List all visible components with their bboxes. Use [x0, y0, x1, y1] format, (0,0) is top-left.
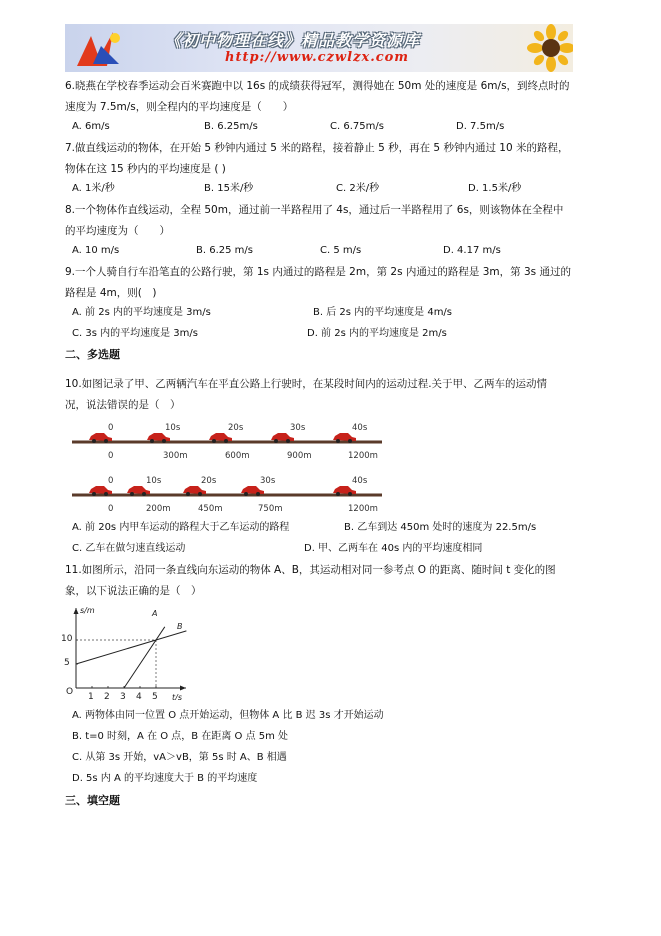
- car2-distance-2: 450m: [198, 504, 223, 514]
- question-6-line1: 6.晓燕在学校春季运动会百米赛跑中以 16s 的成绩获得冠军，测得她在 50m 处的速度是 6m/s，到终点时的: [65, 80, 570, 92]
- q7-option-a: A. 1米/秒: [72, 183, 115, 194]
- q9-option-c: C. 3s 内的平均速度是 3m/s: [72, 328, 198, 339]
- car1-time-0: 0: [108, 423, 114, 433]
- question-10: [65, 374, 605, 416]
- q9-option-d: D. 前 2s 内的平均速度是 2m/s: [307, 328, 447, 339]
- question-8-line2: 的平均速度为（ ）: [65, 225, 170, 237]
- section-fill-blank-heading: 三、填空题: [65, 794, 120, 807]
- q10-option-a: A. 前 20s 内甲车运动的路程大于乙车运动的路程: [72, 522, 290, 533]
- car1-time-3: 30s: [290, 423, 306, 433]
- sunflower-icon: [527, 24, 573, 72]
- question-9-line2: 路程是 4m，则( ): [65, 287, 157, 299]
- question-6: [65, 76, 605, 118]
- st-chart-x-tick-1: 1: [88, 692, 94, 700]
- st-chart-axes: [74, 608, 187, 691]
- car2-time-0: 0: [108, 476, 114, 486]
- st-chart-x-tick-2: 2: [104, 692, 110, 700]
- st-chart-x-tick-3: 3: [120, 692, 126, 700]
- st-chart-series-b-line: [76, 631, 186, 664]
- q11-option-d: D. 5s 内 A 的平均速度大于 B 的平均速度: [72, 773, 258, 784]
- question-7: [65, 138, 605, 180]
- banner-url[interactable]: http://www.czwlzx.com: [225, 50, 410, 65]
- site-logo-icon: [73, 28, 125, 70]
- road-figure: [68, 418, 388, 516]
- question-7-line1: 7.做直线运动的物体，在开始 5 秒钟内通过 5 米的路程，接着静止 5 秒，再在 5 秒钟内通过 10 米的路程，: [65, 142, 569, 154]
- st-chart-series-a-line: [124, 627, 165, 688]
- car2-time-4: 40s: [352, 476, 368, 486]
- q10-option-d: D. 甲、乙两车在 40s 内的平均速度相同: [304, 543, 483, 554]
- q10-option-c: C. 乙车在做匀速直线运动: [72, 543, 186, 554]
- banner-title: 《初中物理在线》精品教学资源库: [165, 31, 421, 50]
- st-chart-y-tick-10: 10: [61, 634, 73, 644]
- q11-option-c: C. 从第 3s 开始，vA＞vB，第 5s 时 A、B 相遇: [72, 752, 287, 763]
- question-6-line2: 速度为 7.5m/s，则全程内的平均速度是（ ）: [65, 101, 294, 113]
- q6-option-b: B. 6.25m/s: [204, 121, 258, 132]
- car2-distance-0: 0: [108, 504, 114, 514]
- question-7-line2: 物体在这 15 秒内的平均速度是 ( ): [65, 163, 226, 175]
- question-9: [65, 262, 605, 304]
- question-8: [65, 200, 605, 242]
- q9-option-b: B. 后 2s 内的平均速度是 4m/s: [313, 307, 453, 318]
- car2-time-3: 30s: [260, 476, 276, 486]
- q8-option-c: C. 5 m/s: [320, 245, 362, 256]
- car1-distance-4: 1200m: [348, 451, 378, 461]
- q11-option-a: A. 两物体由同一位置 O 点开始运动，但物体 A 比 B 迟 3s 才开始运动: [72, 710, 384, 721]
- q6-option-a: A. 6m/s: [72, 121, 110, 132]
- car1-time-2: 20s: [228, 423, 244, 433]
- q11-option-b: B. t=0 时刻，A 在 O 点，B 在距离 O 点 5m 处: [72, 731, 289, 742]
- st-chart-ylabel: s/m: [80, 606, 95, 615]
- car2-time-2: 20s: [201, 476, 217, 486]
- question-9-line1: 9.一个人骑自行车沿笔直的公路行驶，第 1s 内通过的路程是 2m，第 2s 内通过的路程是 3m，第 3s 通过的: [65, 266, 571, 278]
- q8-option-d: D. 4.17 m/s: [443, 245, 501, 256]
- q6-option-c: C. 6.75m/s: [330, 121, 384, 132]
- car1-time-1: 10s: [165, 423, 181, 433]
- car2-distance-4: 1200m: [348, 504, 378, 514]
- st-chart-origin-label: O: [66, 687, 74, 697]
- st-chart-series-a-label: A: [152, 609, 158, 618]
- question-10-line2: 况，说法错误的是（ ）: [65, 399, 181, 411]
- st-chart-x-tick-5: 5: [152, 692, 158, 700]
- question-10-line1: 10.如图记录了甲、乙两辆汽车在平直公路上行驶时，在某段时间内的运动过程.关于甲、乙两车的运动情: [65, 378, 548, 390]
- banner: [65, 24, 573, 72]
- q8-option-a: A. 10 m/s: [72, 245, 120, 256]
- question-11: [65, 560, 605, 602]
- car2-distance-1: 200m: [146, 504, 171, 514]
- st-chart-xlabel: t/s: [172, 693, 182, 700]
- q7-option-d: D. 1.5米/秒: [468, 183, 522, 194]
- q6-option-d: D. 7.5m/s: [456, 121, 505, 132]
- question-8-line1: 8.一个物体作直线运动，全程 50m，通过前一半路程用了 4s，通过后一半路程用了 6s，则该物体在全程中: [65, 204, 564, 216]
- section-multi-choice-heading: 二、多选题: [65, 348, 120, 361]
- car1-time-4: 40s: [352, 423, 368, 433]
- car2-time-1: 10s: [146, 476, 162, 486]
- q7-option-b: B. 15米/秒: [204, 183, 254, 194]
- st-chart-x-tick-4: 4: [136, 692, 142, 700]
- car1-distance-0: 0: [108, 451, 114, 461]
- car1-distance-3: 900m: [287, 451, 312, 461]
- car1-distance-1: 300m: [163, 451, 188, 461]
- question-11-line1: 11.如图所示，沿同一条直线向东运动的物体 A、B，其运动相对同一参考点 O 的距离、随时间 t 变化的图: [65, 564, 556, 576]
- question-11-line2: 象，以下说法正确的是（ ）: [65, 585, 202, 597]
- q10-option-b: B. 乙车到达 450m 处时的速度为 22.5m/s: [344, 522, 537, 533]
- st-chart: [60, 604, 190, 700]
- car1-distance-2: 600m: [225, 451, 250, 461]
- st-chart-series-b-label: B: [177, 622, 183, 631]
- q9-option-a: A. 前 2s 内的平均速度是 3m/s: [72, 307, 211, 318]
- st-chart-y-tick-5: 5: [64, 658, 70, 668]
- car2-distance-3: 750m: [258, 504, 283, 514]
- q8-option-b: B. 6.25 m/s: [196, 245, 253, 256]
- q7-option-c: C. 2米/秒: [336, 183, 380, 194]
